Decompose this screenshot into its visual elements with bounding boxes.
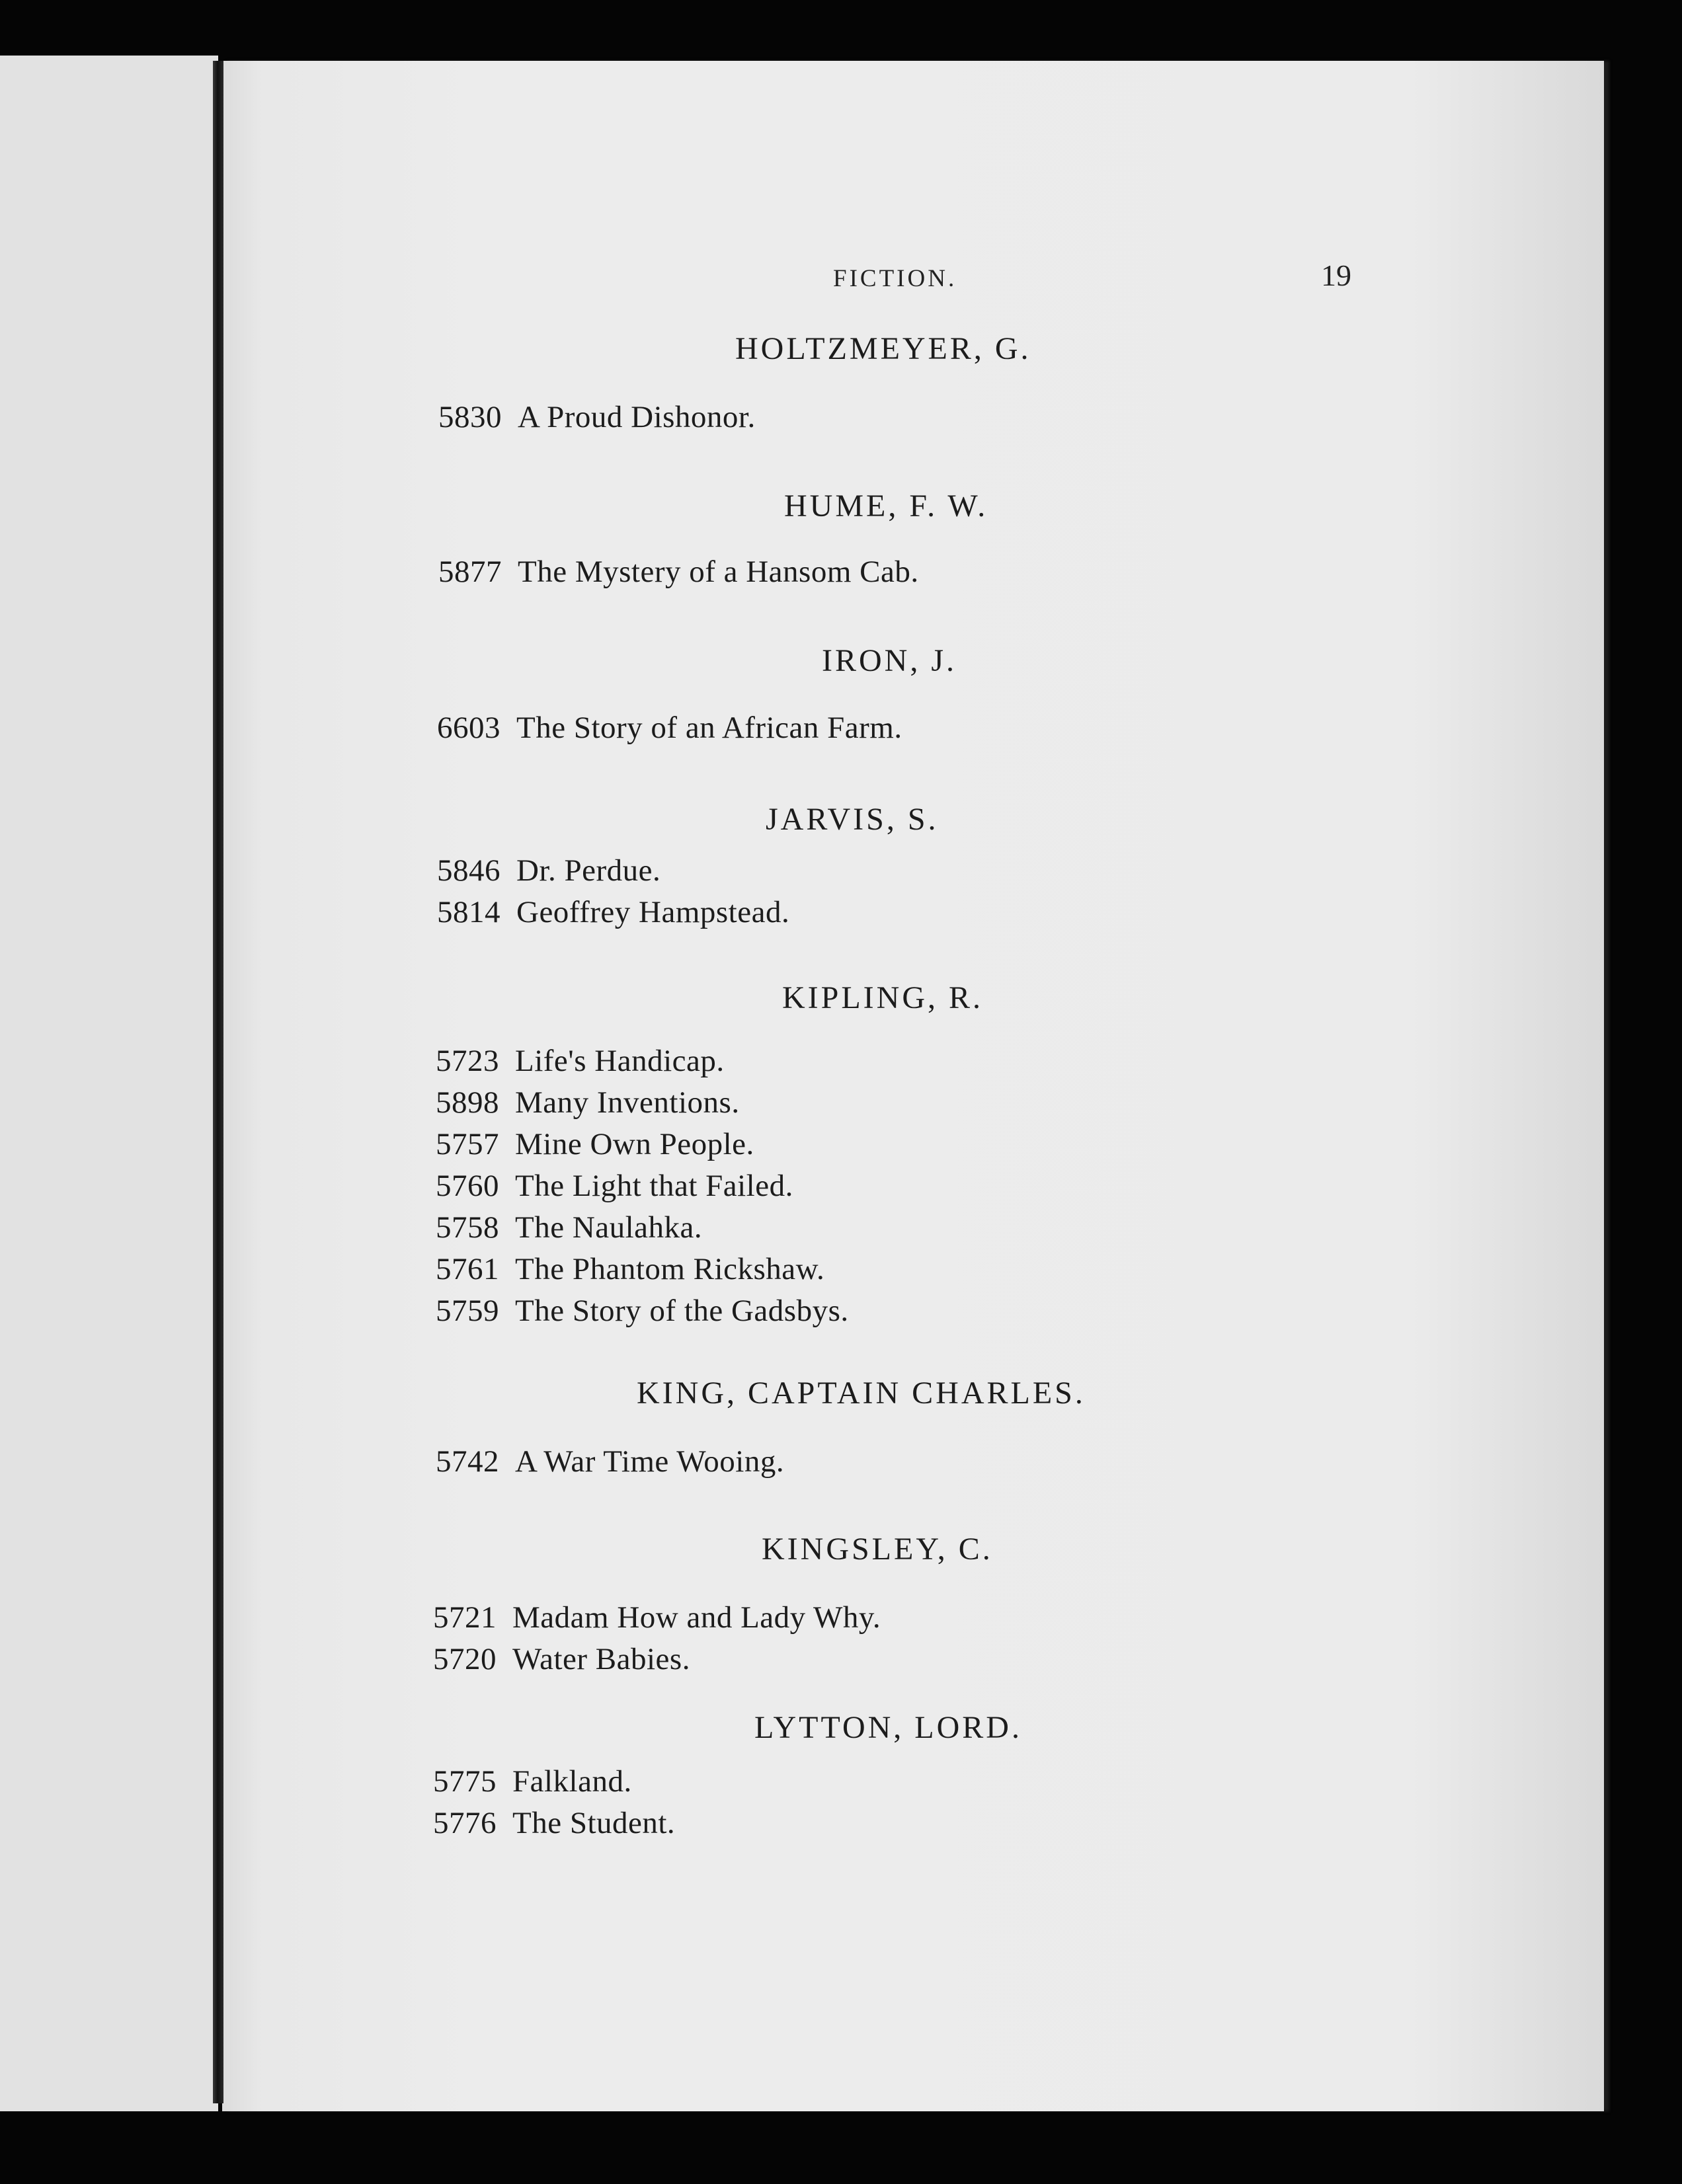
book-title: The Mystery of a Hansom Cab. <box>518 555 919 589</box>
book-title: The Light that Failed. <box>515 1169 793 1203</box>
catalog-number: 5721 <box>433 1600 497 1635</box>
catalog-number: 5742 <box>436 1444 499 1479</box>
book-title: The Phantom Rickshaw. <box>515 1252 825 1286</box>
book-title: A Proud Dishonor. <box>518 400 756 434</box>
list-item <box>436 1085 740 1120</box>
book-title: Falkland. <box>512 1764 632 1799</box>
book-title: The Story of an African Farm. <box>516 711 902 745</box>
author-heading: JARVIS, S. <box>766 802 939 837</box>
list-item <box>436 1251 824 1287</box>
catalog-number: 5757 <box>436 1127 499 1161</box>
list-item <box>437 710 902 746</box>
catalog-number: 5898 <box>436 1085 499 1120</box>
author-heading: KING, CAPTAIN CHARLES. <box>637 1376 1086 1411</box>
list-item <box>433 1641 690 1677</box>
list-item <box>437 894 789 930</box>
list-item <box>436 1043 725 1079</box>
list-item <box>438 554 919 590</box>
list-item <box>438 399 756 435</box>
list-item <box>433 1600 881 1635</box>
author-heading: IRON, J. <box>822 643 957 678</box>
book-title: Many Inventions. <box>515 1085 740 1120</box>
book-title: The Story of the Gadsbys. <box>515 1294 849 1328</box>
list-item <box>436 1168 793 1204</box>
book-page <box>222 61 1604 2111</box>
book-title: Dr. Perdue. <box>516 853 661 888</box>
list-item <box>436 1293 849 1329</box>
catalog-number: 5760 <box>436 1169 499 1203</box>
book-title: Mine Own People. <box>515 1127 754 1161</box>
list-item <box>436 1210 702 1245</box>
catalog-number: 5759 <box>436 1294 499 1328</box>
book-title: Water Babies. <box>512 1642 690 1676</box>
author-heading: KINGSLEY, C. <box>762 1532 993 1567</box>
book-title: Geoffrey Hampstead. <box>516 895 790 929</box>
catalog-number: 6603 <box>437 711 501 745</box>
book-title: The Naulahka. <box>515 1210 703 1245</box>
author-heading: KIPLING, R. <box>782 980 983 1015</box>
author-heading: LYTTON, LORD. <box>754 1710 1022 1745</box>
page-number: 19 <box>1321 258 1351 292</box>
catalog-number: 5846 <box>437 853 501 888</box>
catalog-number: 5830 <box>438 400 502 434</box>
catalog-number: 5758 <box>436 1210 499 1245</box>
catalog-number: 5776 <box>433 1806 497 1840</box>
list-item <box>433 1805 675 1841</box>
book-title: A War Time Wooing. <box>515 1444 785 1479</box>
catalog-number: 5814 <box>437 895 501 929</box>
catalog-number: 5723 <box>436 1044 499 1078</box>
book-gutter <box>213 61 223 2103</box>
catalog-number: 5720 <box>433 1642 497 1676</box>
author-heading: HOLTZMEYER, G. <box>735 331 1031 366</box>
list-item <box>436 1444 784 1479</box>
catalog-number: 5761 <box>436 1252 499 1286</box>
book-title: Life's Handicap. <box>515 1044 725 1078</box>
book-title: Madam How and Lady Why. <box>512 1600 881 1635</box>
list-item <box>437 853 661 888</box>
list-item <box>436 1126 754 1162</box>
left-page-edge <box>0 56 218 2111</box>
author-heading: HUME, F. W. <box>784 488 988 524</box>
book-title: The Student. <box>512 1806 676 1840</box>
running-head: FICTION. <box>833 265 957 292</box>
catalog-number: 5877 <box>438 555 502 589</box>
list-item <box>433 1764 632 1799</box>
catalog-number: 5775 <box>433 1764 497 1799</box>
